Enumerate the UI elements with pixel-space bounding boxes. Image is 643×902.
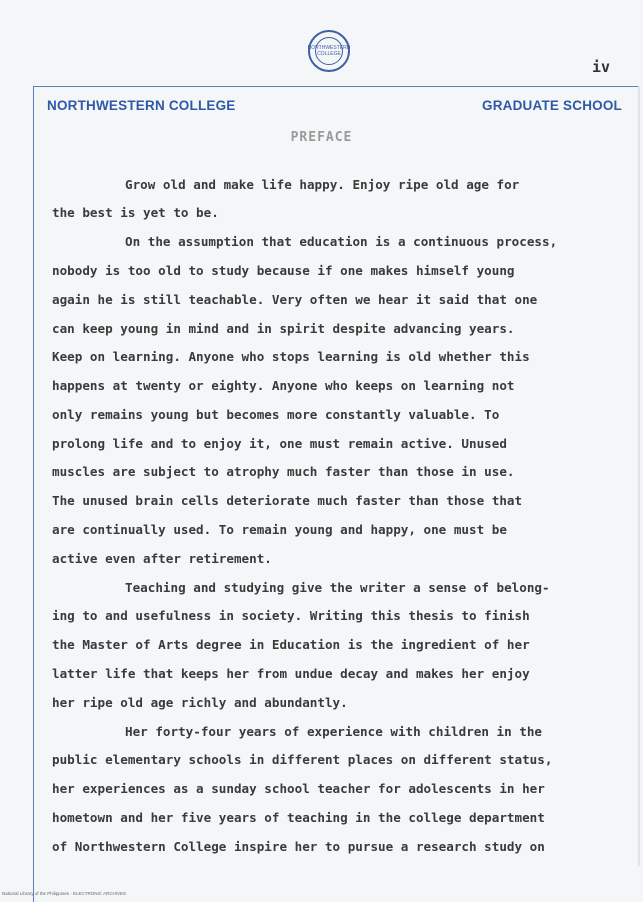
archive-footer: National Library of the Philippines · ELECTRONIC ARCHIVES xyxy=(2,891,127,896)
text-line: the Master of Arts degree in Education is the ingredient of her xyxy=(52,637,530,652)
text-line: nobody is too old to study because if one makes himself young xyxy=(52,263,515,278)
text-line: again he is still teachable. Very often we hear it said that one xyxy=(52,292,538,307)
text-line: Grow old and make life happy. Enjoy ripe old age for xyxy=(125,177,520,192)
text-line: On the assumption that education is a continuous process, xyxy=(125,234,558,249)
text-line: active even after retirement. xyxy=(52,551,272,566)
college-seal-text: NORTHWESTERN COLLEGE xyxy=(315,37,343,65)
college-seal xyxy=(308,30,350,72)
text-line: public elementary schools in different places on different status, xyxy=(52,752,553,767)
text-line: the best is yet to be. xyxy=(52,205,219,220)
text-line: hometown and her five years of teaching in the college department xyxy=(52,810,545,825)
text-line: her experiences as a sunday school teacher for adolescents in her xyxy=(52,781,545,796)
text-line: ing to and usefulness in society. Writing this thesis to finish xyxy=(52,608,530,623)
page-number: iv xyxy=(592,58,611,76)
text-line: muscles are subject to atrophy much faster than those in use. xyxy=(52,464,515,479)
text-line: prolong life and to enjoy it, one must remain active. Unused xyxy=(52,436,507,451)
text-line: of Northwestern College inspire her to pursue a research study on xyxy=(52,839,545,854)
letterhead-college: NORTHWESTERN COLLEGE xyxy=(47,98,236,113)
text-line: can keep young in mind and in spirit despite advancing years. xyxy=(52,321,515,336)
text-line: Her forty-four years of experience with children in the xyxy=(125,724,543,739)
text-line: are continually used. To remain young and happy, one must be xyxy=(52,522,507,537)
text-line: Teaching and studying give the writer a sense of belong- xyxy=(125,580,550,595)
text-line: only remains young but becomes more constantly valuable. To xyxy=(52,407,500,422)
frame-right-rule xyxy=(638,86,640,866)
text-line: happens at twenty or eighty. Anyone who keeps on learning not xyxy=(52,378,515,393)
text-line: The unused brain cells deteriorate much faster than those that xyxy=(52,493,523,508)
text-line: Keep on learning. Anyone who stops learning is old whether this xyxy=(52,349,530,364)
text-line: her ripe old age richly and abundantly. xyxy=(52,695,348,710)
letterhead-school: GRADUATE SCHOOL xyxy=(482,98,622,113)
page-title: PREFACE xyxy=(290,130,353,145)
text-line: latter life that keeps her from undue decay and makes her enjoy xyxy=(52,666,530,681)
